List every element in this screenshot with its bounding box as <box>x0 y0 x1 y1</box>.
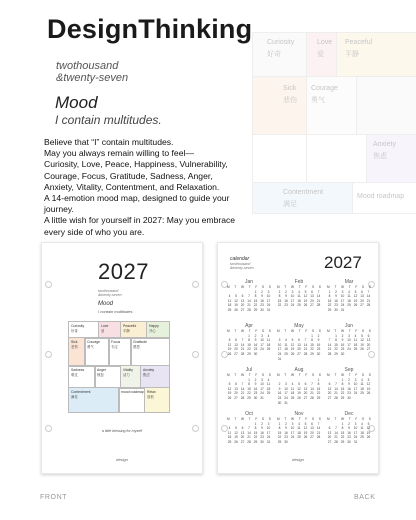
week-row: 1 2 3 4 5 6 <box>335 333 370 338</box>
week-row: 15 16 17 18 19 20 21 <box>327 298 371 303</box>
back-year: 2027 <box>324 253 362 272</box>
week-row: 16 17 18 19 20 21 22 <box>277 391 321 396</box>
mood-cell: Anger 愤怒 <box>94 365 122 389</box>
week-row: 12 13 14 15 16 17 18 <box>227 386 271 391</box>
weekday-header: M T W T F S S <box>227 329 271 333</box>
mood-cell: Curiosity 好奇 <box>68 321 100 339</box>
week-row: 31 <box>277 356 282 361</box>
front-footer: a little blessing for myself <box>101 429 143 433</box>
week-row: 10 11 12 13 14 15 16 <box>277 342 321 347</box>
mood-cell: Love 爱 <box>98 321 122 339</box>
week-row: 26 27 28 29 30 31 <box>227 395 264 400</box>
description-line: A 14-emotion mood map, designed to guide your <box>44 193 230 204</box>
week-row: 3 4 5 6 7 8 9 <box>278 338 320 343</box>
weekday-header: M T W T F S S <box>227 417 271 421</box>
calendar-month <box>327 411 371 445</box>
week-row: 23 24 25 26 27 28 29 <box>277 395 321 400</box>
mood-cell: Gratitude 感恩 <box>130 337 170 367</box>
bg-cell: Courage 勇气 <box>306 76 358 136</box>
week-row: 29 30 <box>277 439 288 444</box>
week-row: 5 6 7 8 9 10 11 <box>228 338 271 343</box>
weekday-header: M T W T F S S <box>327 329 371 333</box>
front-label: FRONT <box>40 494 68 501</box>
punch-hole <box>45 281 52 288</box>
week-row: 14 15 16 17 18 19 20 <box>327 342 371 347</box>
bg-cell: Mood roadmap <box>352 182 416 214</box>
week-row: 18 19 20 21 22 23 24 <box>227 435 271 440</box>
front-card <box>41 242 203 474</box>
mood-cell: Relax 放松 <box>144 387 170 413</box>
week-row: 18 19 20 21 22 23 24 <box>227 303 271 308</box>
description-line: journey. <box>44 204 74 215</box>
bg-cell <box>356 76 416 136</box>
month-name: May <box>294 323 304 329</box>
back-edition: twothousand &twenty-seven <box>230 262 254 270</box>
back-title: calendar <box>230 256 250 262</box>
bg-cell: Contentment 满足 <box>252 182 354 214</box>
week-row: 6 7 8 9 10 11 12 <box>328 426 371 431</box>
week-row: 21 22 23 24 25 26 27 <box>327 347 371 352</box>
description-line: A little wish for yourself in 2027: May you embrace <box>44 215 236 226</box>
calendar-month <box>327 367 371 401</box>
weekday-header: M T W T F S S <box>277 373 321 377</box>
week-row: 17 18 19 20 21 22 23 <box>277 347 321 352</box>
edition-text <box>56 60 176 84</box>
week-row: 4 5 6 7 8 9 10 <box>228 294 271 299</box>
week-row: 22 23 24 25 26 27 28 <box>327 303 371 308</box>
description-line: Anxiety, Vitality, Contentment, and Relaxation. <box>44 181 220 192</box>
punch-hole <box>45 425 52 432</box>
front-year: 2027 <box>98 259 149 284</box>
punch-hole <box>192 351 199 358</box>
tagline: I contain multitudes. <box>55 113 162 127</box>
week-row: 22 23 24 25 26 27 28 <box>277 303 321 308</box>
calendar-grid <box>227 279 371 449</box>
bg-cell: Sick 悲伤 <box>252 76 308 136</box>
weekday-header: M T W T F S S <box>327 285 371 289</box>
week-row: 20 21 22 23 24 25 26 <box>327 391 371 396</box>
description-line: May you always remain willing to feel— <box>44 148 194 159</box>
week-row: 8 9 10 11 12 13 14 <box>278 294 321 299</box>
bg-cell: Love 爱 <box>306 32 338 78</box>
mood-cell: Contentment 满足 <box>68 387 120 413</box>
front-edition: twothousand &twenty-seven <box>98 289 122 297</box>
calendar-month <box>277 279 321 308</box>
week-row: 28 29 30 <box>327 351 345 356</box>
week-row: 1 2 3 4 5 <box>341 421 370 426</box>
calendar-month <box>277 323 321 361</box>
month-name: Oct <box>245 411 253 417</box>
front-title: Mood <box>98 301 114 307</box>
week-row: 1 2 3 4 5 6 7 <box>278 421 320 426</box>
description-line: Curiosity, Love, Peace, Happiness, Vulnerability, <box>44 159 228 170</box>
weekday-header: M T W T F S S <box>277 417 321 421</box>
week-row: 20 21 22 23 24 25 26 <box>327 435 371 440</box>
month-name: Apr <box>245 323 253 329</box>
front-logo: design <box>116 457 128 462</box>
week-row: 4 5 6 7 8 9 10 <box>228 426 271 431</box>
week-row: 27 28 29 30 31 <box>327 439 358 444</box>
week-row: 1 2 3 4 <box>248 377 270 382</box>
week-row: 1 2 3 4 <box>248 333 270 338</box>
week-row: 9 10 11 12 13 14 15 <box>278 386 321 391</box>
week-row: 19 20 21 22 23 24 25 <box>227 391 271 396</box>
calendar-month <box>227 323 271 357</box>
bg-cell: Anxiety 焦虑 <box>366 134 416 184</box>
front-tagline: I contain multitudes <box>98 309 133 314</box>
punch-hole <box>192 425 199 432</box>
calendar-month <box>327 323 371 357</box>
back-logo: design <box>292 457 304 462</box>
week-row: 8 9 10 11 12 13 14 <box>328 294 371 299</box>
week-row: 29 30 31 <box>327 307 345 312</box>
week-row: 2 3 4 5 6 7 8 <box>278 382 320 387</box>
month-name: Jul <box>245 367 253 373</box>
week-row: 1 2 3 4 5 <box>341 377 370 382</box>
mood-cell: Sick 悲伤 <box>68 337 86 367</box>
mood-cell: mood roadmap <box>118 387 146 413</box>
mood-cell: Sadness 难过 <box>68 365 96 389</box>
weekday-header: M T W T F S S <box>327 373 371 377</box>
week-row: 12 13 14 15 16 17 18 <box>227 342 271 347</box>
calendar-month <box>277 367 321 405</box>
calendar-month <box>227 367 271 401</box>
week-row: 11 12 13 14 15 16 17 <box>227 430 271 435</box>
month-name: Nov <box>294 411 304 417</box>
mood-cell: Courage 勇气 <box>84 337 110 367</box>
week-row: 19 20 21 22 23 24 25 <box>227 347 271 352</box>
weekday-header: M T W T F S S <box>227 285 271 289</box>
week-row: 13 14 15 16 17 18 19 <box>327 430 371 435</box>
week-row: 6 7 8 9 10 11 12 <box>328 382 371 387</box>
week-row: 27 28 29 30 <box>327 395 351 400</box>
month-name: Sep <box>344 367 354 373</box>
week-row: 15 16 17 18 19 20 21 <box>277 430 321 435</box>
week-row: 11 12 13 14 15 16 17 <box>227 298 271 303</box>
description-line: every side of who you are. <box>44 226 145 237</box>
week-row: 22 23 24 25 26 27 28 <box>277 435 321 440</box>
weekday-header: M T W T F S S <box>277 285 321 289</box>
week-row: 26 27 28 29 30 <box>227 351 258 356</box>
heading: Mood <box>55 93 98 112</box>
calendar-month <box>277 411 321 445</box>
month-name: Dec <box>344 411 354 417</box>
mood-cell: Vitality 活力 <box>120 365 142 389</box>
week-row: 1 2 <box>311 333 320 338</box>
week-row: 15 16 17 18 19 20 21 <box>277 298 321 303</box>
weekday-header: M T W T F S S <box>277 329 321 333</box>
bg-cell <box>252 134 308 184</box>
week-row: 5 6 7 8 9 10 11 <box>228 382 271 387</box>
week-row: 1 2 3 4 5 6 7 <box>278 289 320 294</box>
month-name: Jun <box>344 323 354 329</box>
background-mood-grid <box>252 32 416 212</box>
calendar-month <box>227 279 271 313</box>
description-line: Believe that “I” contain multitudes. <box>44 137 174 147</box>
bg-cell: Peaceful 平静 <box>336 32 416 78</box>
calendar-month <box>227 411 271 445</box>
month-name: Aug <box>294 367 304 373</box>
week-row: 25 26 27 28 29 30 31 <box>227 307 271 312</box>
calendar-month <box>327 279 371 313</box>
week-row: 25 26 27 28 29 30 31 <box>227 439 271 444</box>
bg-cell <box>306 134 368 184</box>
week-row: 13 14 15 16 17 18 19 <box>327 386 371 391</box>
mood-cell: Happy 开心 <box>146 321 170 339</box>
week-row: 24 25 26 27 28 29 30 <box>277 351 321 356</box>
punch-hole <box>45 351 52 358</box>
mood-cell: Focus 专注 <box>108 337 132 367</box>
description <box>44 137 262 238</box>
week-row: 1 2 3 <box>254 289 270 294</box>
bg-cell: Curiosity 好奇 <box>252 32 308 78</box>
punch-hole <box>192 281 199 288</box>
weekday-header: M T W T F S S <box>327 417 371 421</box>
week-row: 1 2 3 <box>254 421 270 426</box>
edition-line-1: twothousand <box>56 60 119 72</box>
week-row: 1 <box>317 377 320 382</box>
description-line: Courage, Focus, Gratitude, Sadness, Anger, <box>44 170 213 181</box>
brand-title: DesignThinking <box>47 14 253 44</box>
edition-line-2: &twenty-seven <box>56 72 129 84</box>
week-row: 8 9 10 11 12 13 14 <box>278 426 321 431</box>
week-row: 1 2 3 4 5 6 7 <box>328 289 370 294</box>
weekday-header: M T W T F S S <box>227 373 271 377</box>
week-row: 7 8 9 10 11 12 13 <box>328 338 371 343</box>
month-name: Mar <box>344 279 354 285</box>
back-label: BACK <box>354 494 376 501</box>
mood-cell: Peaceful 平静 <box>120 321 148 339</box>
month-name: Feb <box>294 279 304 285</box>
week-row: 30 31 <box>277 400 288 405</box>
month-name: Jan <box>244 279 254 285</box>
front-mood-map <box>68 321 168 419</box>
back-card <box>217 242 379 474</box>
mood-cell: Anxiety 焦虑 <box>140 365 170 389</box>
